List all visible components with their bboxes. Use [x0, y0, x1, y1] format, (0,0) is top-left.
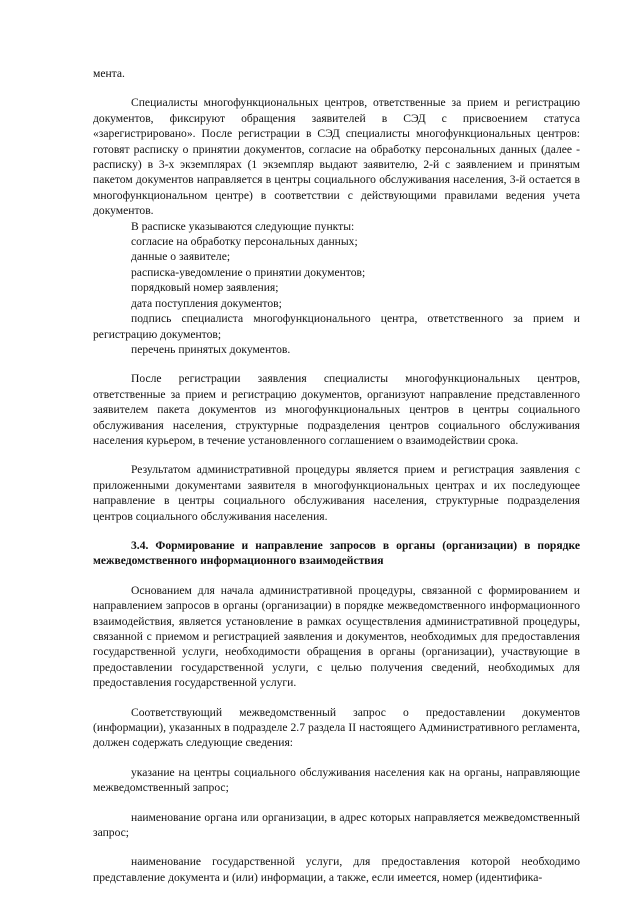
- paragraph-courier: После регистрации заявления специалисты многофункциональных центров, ответственные за прием и регистрацию документов, организуют направление представленного заявителем пакета документов из многофункциональных центров в центры социального обслуживания населения, структурные подразделения центров социального обслуживания населения курьером, в течение установленного соглашением о взаимодействии срока.: [93, 372, 580, 447]
- list-item: данные о заявителе;: [131, 250, 231, 264]
- list-item: согласие на обработку персональных данных;: [131, 235, 358, 249]
- paragraph-item-organ: наименование органа или организации, в адрес которых направляется межведомственный запрос;: [93, 810, 580, 840]
- list-item: расписка-уведомление о принятии документов;: [131, 265, 366, 279]
- paragraph-result: Результатом административной процедуры является прием и регистрация заявления с приложенными документами заявителя в многофункциональных центрах и их последующее направление в центры социального обслуживания населения, структурные подразделения центров социального обслуживания населения.: [93, 463, 580, 523]
- paragraph-item-service: наименование государственной услуги, для предоставления которой необходимо представление документа и (или) информации, а также, если имеется, номер (идентифика-: [93, 855, 580, 884]
- list-item: подпись специалиста многофункционального центра, ответственного за прием и регистрацию документов;: [93, 312, 580, 341]
- paragraph-item-centers: указание на центры социального обслуживания населения как на органы, направляющие межведомственный запрос;: [93, 765, 580, 795]
- list-item: дата поступления документов;: [131, 296, 282, 310]
- list-item: перечень принятых документов.: [131, 342, 291, 356]
- paragraph-request: Соответствующий межведомственный запрос о предоставлении документов (информации), указанных в подразделе 2.7 раздела II настоящего Административного регламента, должен содержать следующие сведения:: [93, 705, 580, 750]
- paragraph-basis: Основанием для начала административной процедуры, связанной с формированием и направлением запросов в органы (организации) в порядке межведомственного информационного взаимодействия, является установление в рамках осуществления административной процедуры, связанной с приемом и регистрацией заявления и документов, необходимых для предоставления государственной услуги, необходимости обращения в органы (организации), участвующие в предоставлении государственной услуги, с целью получения сведений, необходимых для предоставления государственной услуги.: [93, 583, 580, 690]
- list-item: порядковый номер заявления;: [131, 281, 279, 295]
- paragraph-continuation: мента.: [93, 67, 125, 80]
- paragraph-registration: Специалисты многофункциональных центров, ответственные за прием и регистрацию документов, фиксируют обращения заявителей в СЭД с присвоением статуса «зарегистрировано». После регистрации в СЭД специалисты многофункциональных центров: готовят расписку о принятии документов, согласие на обработку персональных данных (далее - расписку) в 3-х экземплярах (1 экземпляр выдают заявителю, 2-й с заявлением и принятым пакетом документов направляется в центры социального обслуживания населения, 3-й остается в многофункциональном центре) в соответствии с действующими правилами ведения учета документов.: [93, 96, 580, 218]
- document-page: [93, 66, 580, 885]
- section-heading: 3.4. Формирование и направление запросов в органы (организации) в порядке межведомственного информационного взаимодействия: [93, 538, 580, 568]
- list-intro: В расписке указываются следующие пункты:: [131, 219, 355, 233]
